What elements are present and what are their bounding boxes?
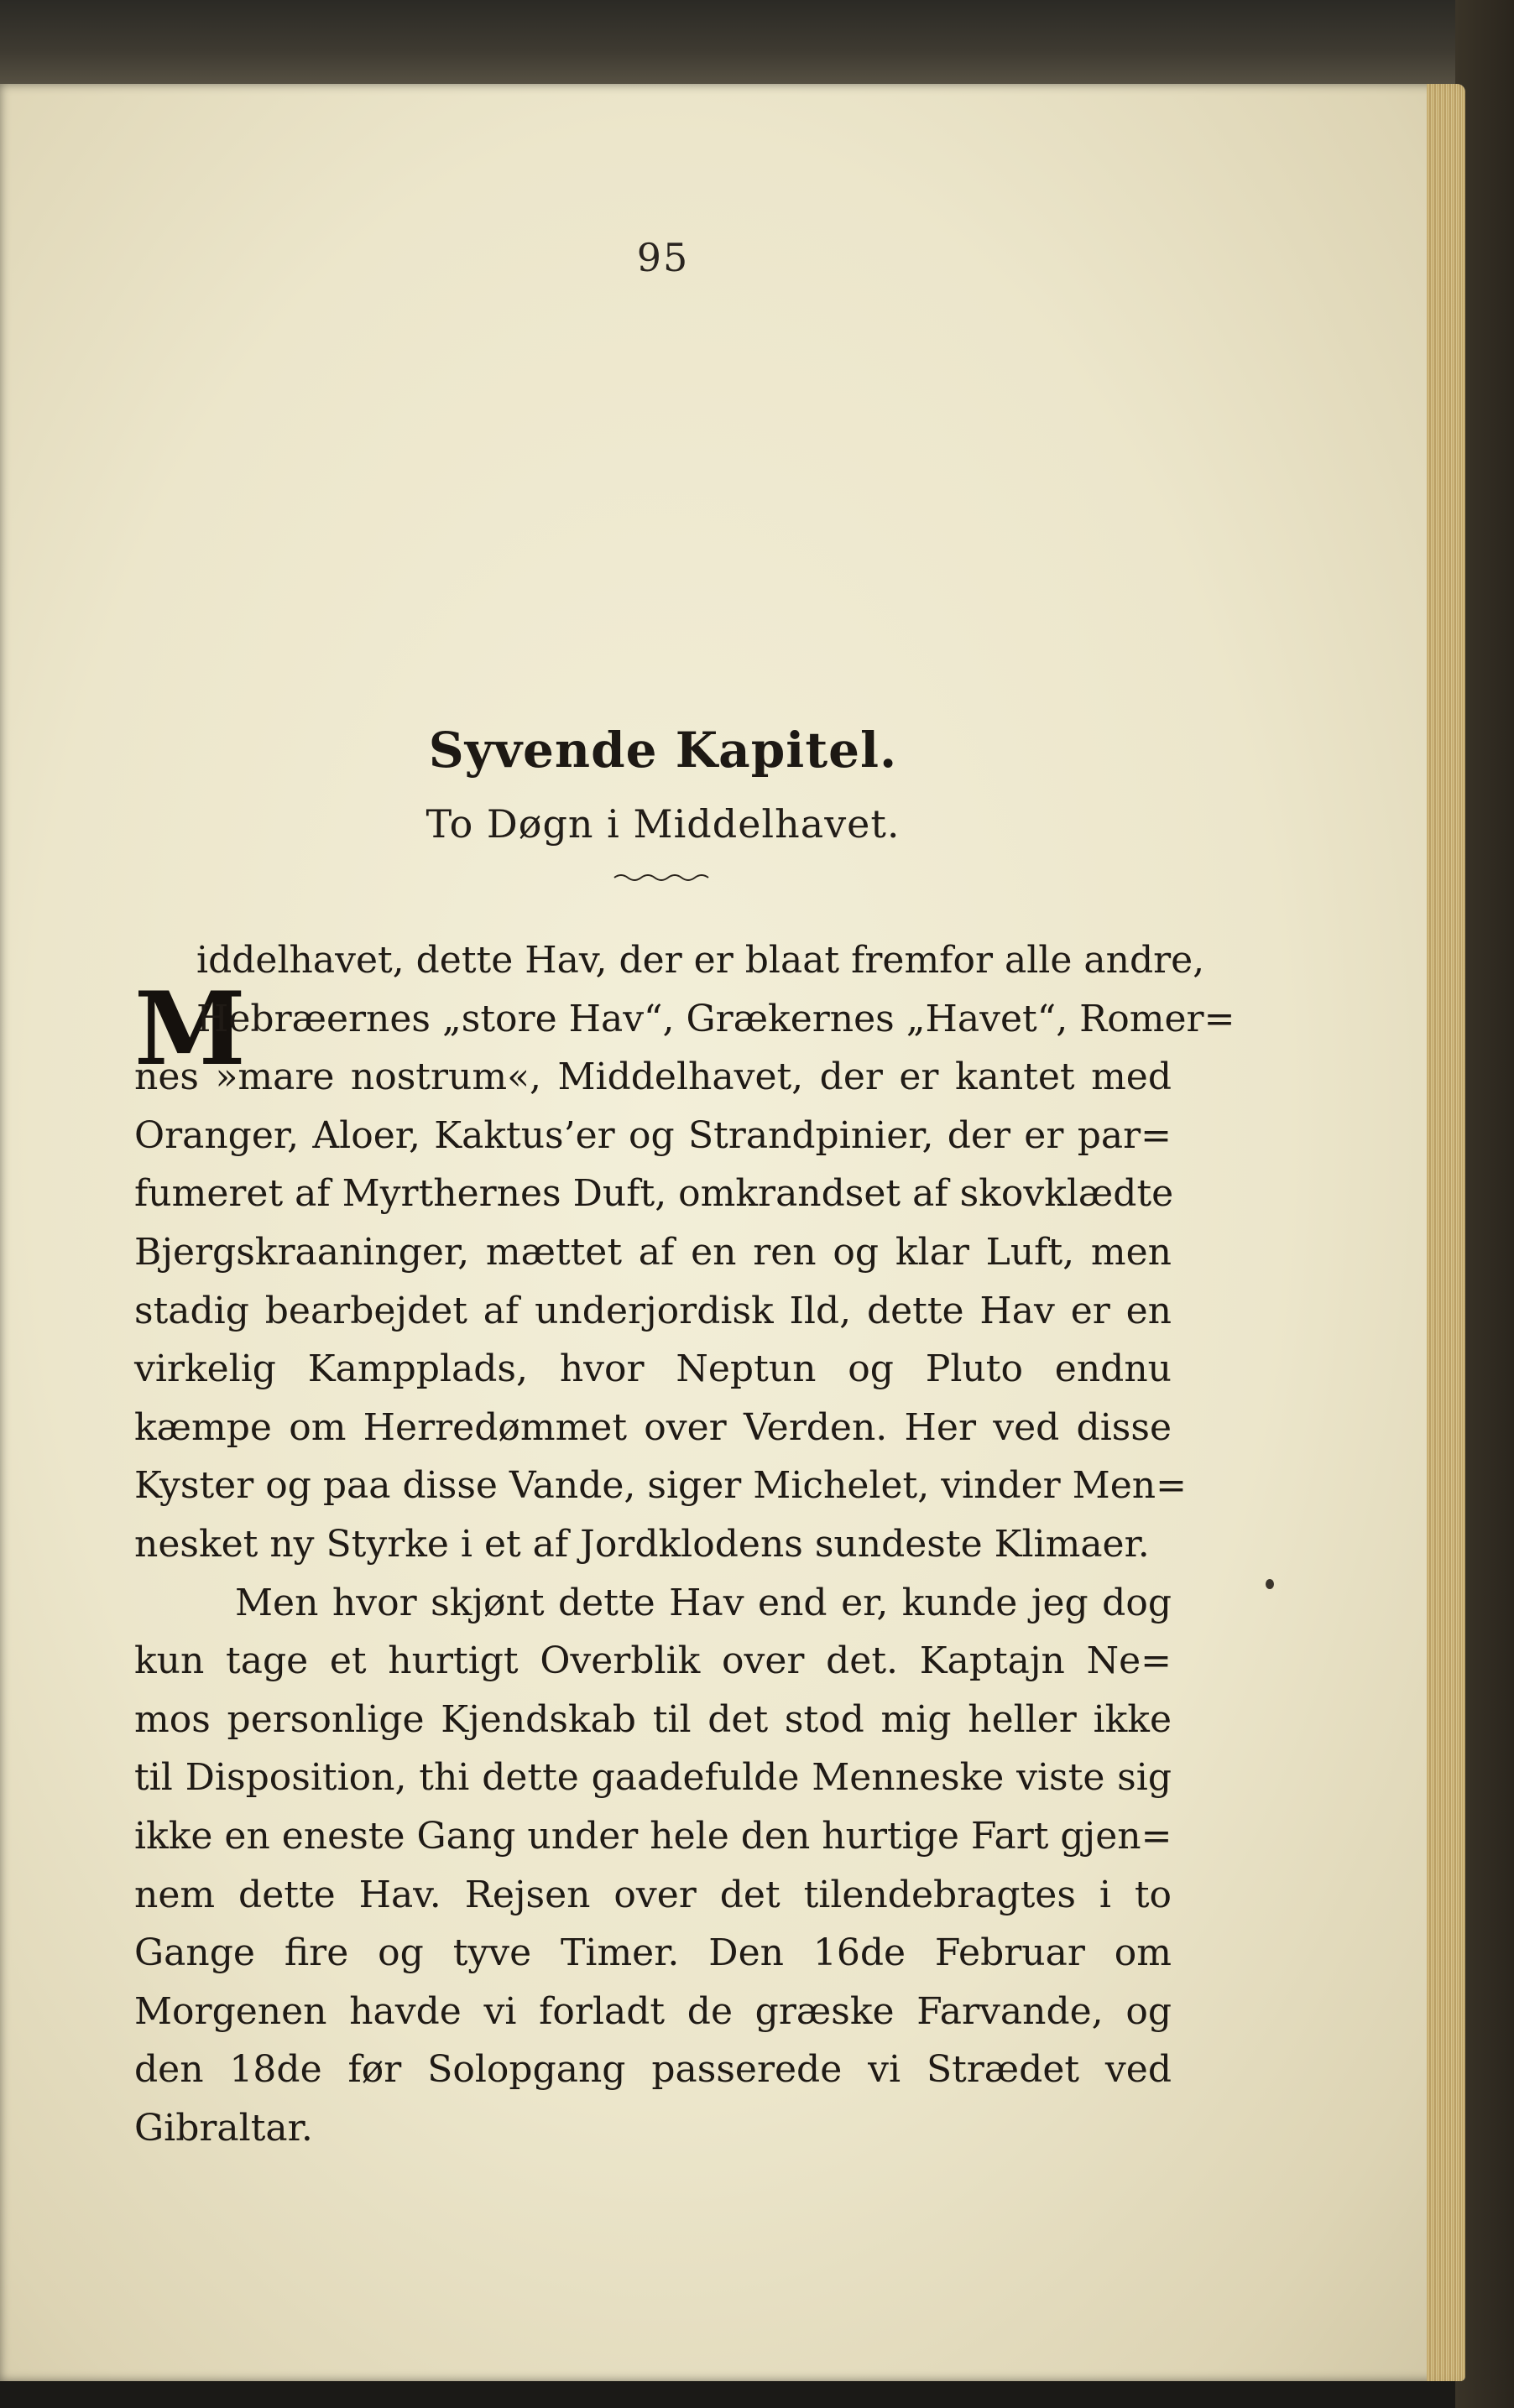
text-line: kun tage et hurtigt Overblik over det. Kaptajn Ne= bbox=[134, 1639, 1172, 1683]
ornament-divider bbox=[613, 871, 713, 884]
book-page bbox=[0, 84, 1465, 2381]
chapter-title: Syvende Kapitel. bbox=[428, 722, 898, 779]
text-line: nem dette Hav. Rejsen over det tilendebragtes i to bbox=[134, 1873, 1172, 1916]
page-number: 95 bbox=[636, 235, 690, 280]
text-line: kæmpe om Herredømmet over Verden. Her ved disse bbox=[134, 1405, 1172, 1449]
text-line: Gange fire og tyve Timer. Den 16de Februar om bbox=[134, 1931, 1172, 1975]
ink-spot bbox=[1266, 1579, 1274, 1589]
text-line: nesket ny Styrke i et af Jordklodens sundeste Klimaer. bbox=[134, 1522, 1150, 1566]
text-line: iddelhavet, dette Hav, der er blaat fremfor alle andre, bbox=[196, 939, 1205, 982]
chapter-subtitle: To Døgn i Middelhavet. bbox=[425, 801, 901, 847]
text-line: Men hvor skjønt dette Hav end er, kunde jeg dog bbox=[235, 1581, 1172, 1624]
body-text bbox=[134, 931, 1235, 2157]
book-cover-top bbox=[0, 0, 1514, 92]
drop-cap: M bbox=[134, 970, 246, 1088]
text-line: virkelig Kampplads, hvor Neptun og Pluto endnu bbox=[134, 1347, 1172, 1391]
text-line: Bjergskraaninger, mættet af en ren og klar Luft, men bbox=[134, 1230, 1172, 1274]
text-line: til Disposition, thi dette gaadefulde Menneske viste sig bbox=[134, 1756, 1172, 1800]
text-line: den 18de før Solopgang passerede vi Strædet ved bbox=[134, 2048, 1172, 2092]
text-line: nes »mare nostrum«, Middelhavet, der er kantet med bbox=[134, 1055, 1172, 1099]
text-line: Morgenen havde vi forladt de græske Farvande, og bbox=[134, 1989, 1172, 2033]
text-line: fumeret af Myrthernes Duft, omkrandset af skovklædte bbox=[134, 1172, 1174, 1216]
text-line: stadig bearbejdet af underjordisk Ild, dette Hav er en bbox=[134, 1289, 1172, 1332]
text-line: ikke en eneste Gang under hele den hurtige Fart gjen= bbox=[134, 1814, 1172, 1858]
text-line: mos personlige Kjendskab til det stod mig heller ikke bbox=[134, 1697, 1172, 1741]
text-line: Hebræernes „store Hav“, Grækernes „Havet“, Romer= bbox=[196, 997, 1235, 1040]
text-line: Gibraltar. bbox=[134, 2106, 313, 2150]
text-line: Oranger, Aloer, Kaktus’er og Strandpinier, der er par= bbox=[134, 1113, 1172, 1157]
text-line: Kyster og paa disse Vande, siger Michelet, vinder Men= bbox=[134, 1464, 1187, 1508]
page-edges bbox=[1427, 84, 1465, 2381]
